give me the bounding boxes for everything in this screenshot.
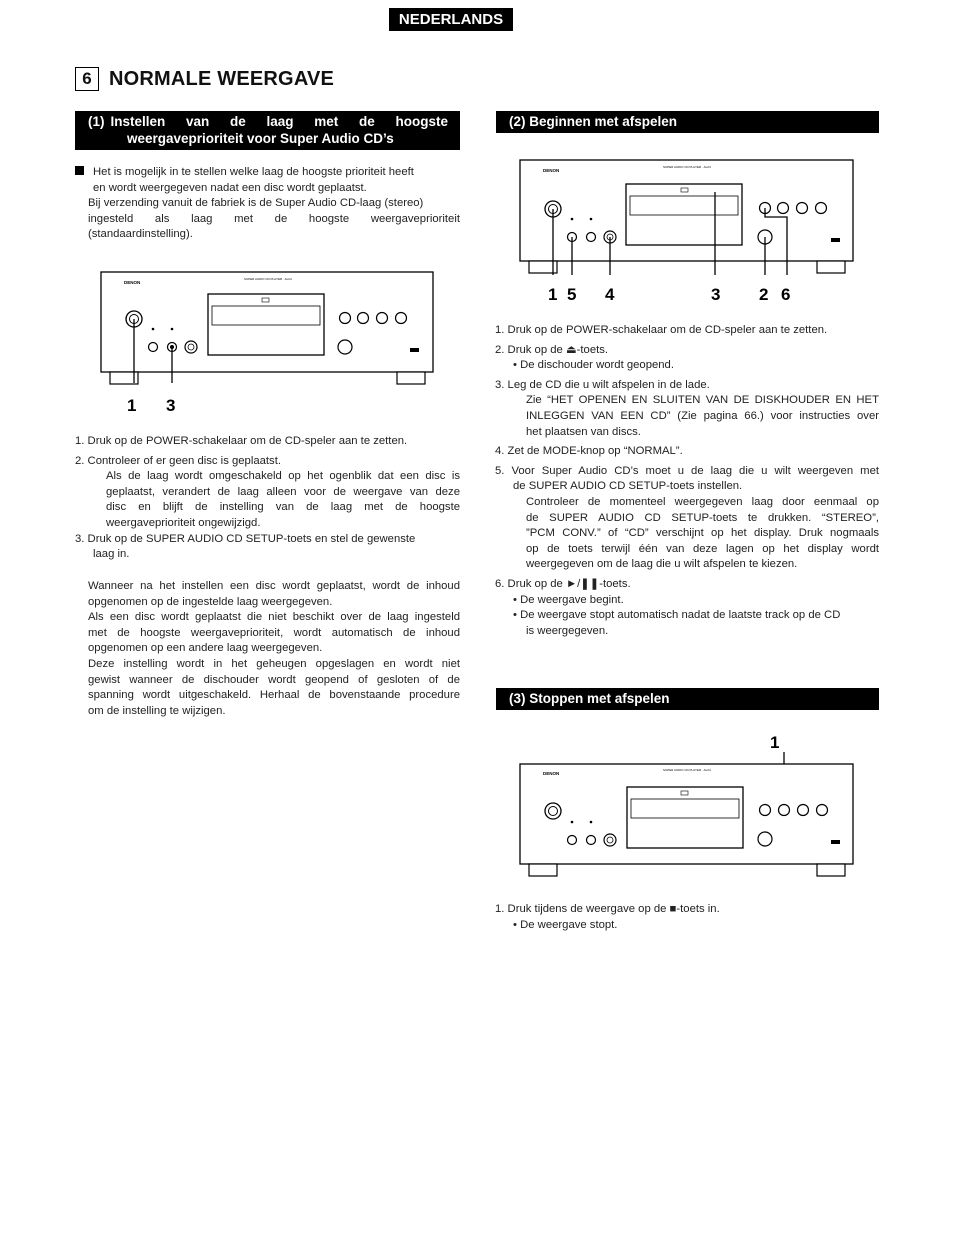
cd-player-illustration-2 (519, 159, 855, 277)
subsection-number: (1) (88, 114, 105, 129)
callout-number: 1 (548, 285, 558, 304)
callout-number: 1 (770, 733, 780, 752)
svg-text:DENON: DENON (124, 280, 141, 285)
subsection-title-line1: Instellen van de laag met de hoogste (110, 114, 448, 129)
language-tab: NEDERLANDS (389, 8, 513, 31)
left-notes: Wanneer na het instellen een disc wordt geplaatst, wordt de inhoud opgenomen op de ingestelde laag weergegeven. Als een disc wordt geplaatst die niet beschikt over de laag ingesteld met de hoogste weergaveprioriteit, wordt automatisch de inhoud opgenomen op een andere laag weergegeven. Deze instelling wordt in het geheugen opgeslagen en wordt niet gewist wanneer de dischouder wordt geopend of gesloten of de spanning wordt uitgeschakeld. Herhaal de bovenstaande procedure om de instelling te wijzigen. (88, 580, 460, 717)
svg-text:DENON: DENON (543, 771, 560, 776)
svg-text:SUPER AUDIO CD PLAYER · AL24: SUPER AUDIO CD PLAYER · AL24 (663, 768, 711, 772)
svg-text:SUPER AUDIO CD PLAYER · AL24: SUPER AUDIO CD PLAYER · AL24 (244, 277, 292, 281)
callout-number: 2 (759, 285, 769, 304)
callout-number: 4 (605, 285, 615, 304)
intro-text: Het is mogelijk in te stellen welke laag de hoogste prioriteit heeft en wordt weergegeven nadat een disc wordt geplaatst. Bij verzending vanuit de fabriek is de Super Audio CD-laag (stereo) ingesteld als laag met de hoogste weergaveprioriteit (standaardinstelling). (75, 165, 460, 243)
cd-player-illustration-3 (519, 752, 855, 878)
right-steps-play: 1. Druk op de POWER-schakelaar om de CD-speler aan te zetten. 2. Druk op de ⏏-toets. • De dischouder wordt geopend. 3. Leg de CD die u wilt afspelen in de lade. Zie “HET OPENEN EN SLUITEN VAN DE DISKHOUDER EN HET INLEGGEN VAN EEN CD” (Zie pagina 66.) voor instructies over het plaatsen van discs. 4. Zet de MODE-knop op “NORMAL”. 5. Voor Super Audio CD’s moet u de laag die u wilt weergeven met de SUPER AUDIO CD SETUP-toets instellen. Controleer de momenteel weergegeven laag door eenmaal op de SUPER AUDIO CD SETUP-toets te drukken. “STEREO”, ”PCM CONV.” of “CD” verschijnt op het display. Druk nogmaals op de toets terwijl één van deze lagen op het display wordt weergegeven om de laag die u wilt afspelen te kiezen. 6. Druk op de ►/❚❚-toets. • De weergave begint. • De weergave stopt automatisch nadat de laatste track op de CD is weergegeven. (495, 324, 879, 637)
svg-text:SUPER AUDIO CD PLAYER · AL24: SUPER AUDIO CD PLAYER · AL24 (663, 165, 711, 169)
callout-number: 1 (127, 396, 137, 415)
cd-player-illustration-1 (100, 271, 434, 391)
subsection-heading-3: (3) Stoppen met afspelen (496, 688, 879, 710)
section-title (75, 66, 334, 92)
svg-text:DENON: DENON (543, 168, 560, 173)
subsection-heading-1 (75, 111, 460, 150)
bullet-square-icon (75, 166, 84, 175)
section-heading: NORMALE WEERGAVE (109, 67, 335, 90)
subsection-heading-2: (2) Beginnen met afspelen (496, 111, 879, 133)
callout-number: 3 (166, 396, 176, 415)
callout-number: 6 (781, 285, 791, 304)
right-steps-stop: 1. Druk tijdens de weergave op de ■-toets in. • De weergave stopt. (495, 903, 720, 931)
subsection-title-line2: weergaveprioriteit voor Super Audio CD’s (127, 131, 394, 146)
section-number: 6 (75, 67, 99, 91)
callout-number: 3 (711, 285, 721, 304)
left-steps: 1. Druk op de POWER-schakelaar om de CD-speler aan te zetten. 2. Controleer of er geen disc is geplaatst. Als de laag wordt omgeschakeld op het ogenblik dat een disc is geplaatst, verandert de laag alleen voor de weergave van deze disc en blijft de instelling van de laag met de hoogste weergaveprioriteit ongewijzigd. 3. Druk op de SUPER AUDIO CD SETUP-toets en stel de gewenste laag in. (75, 435, 460, 561)
callout-number: 5 (567, 285, 577, 304)
